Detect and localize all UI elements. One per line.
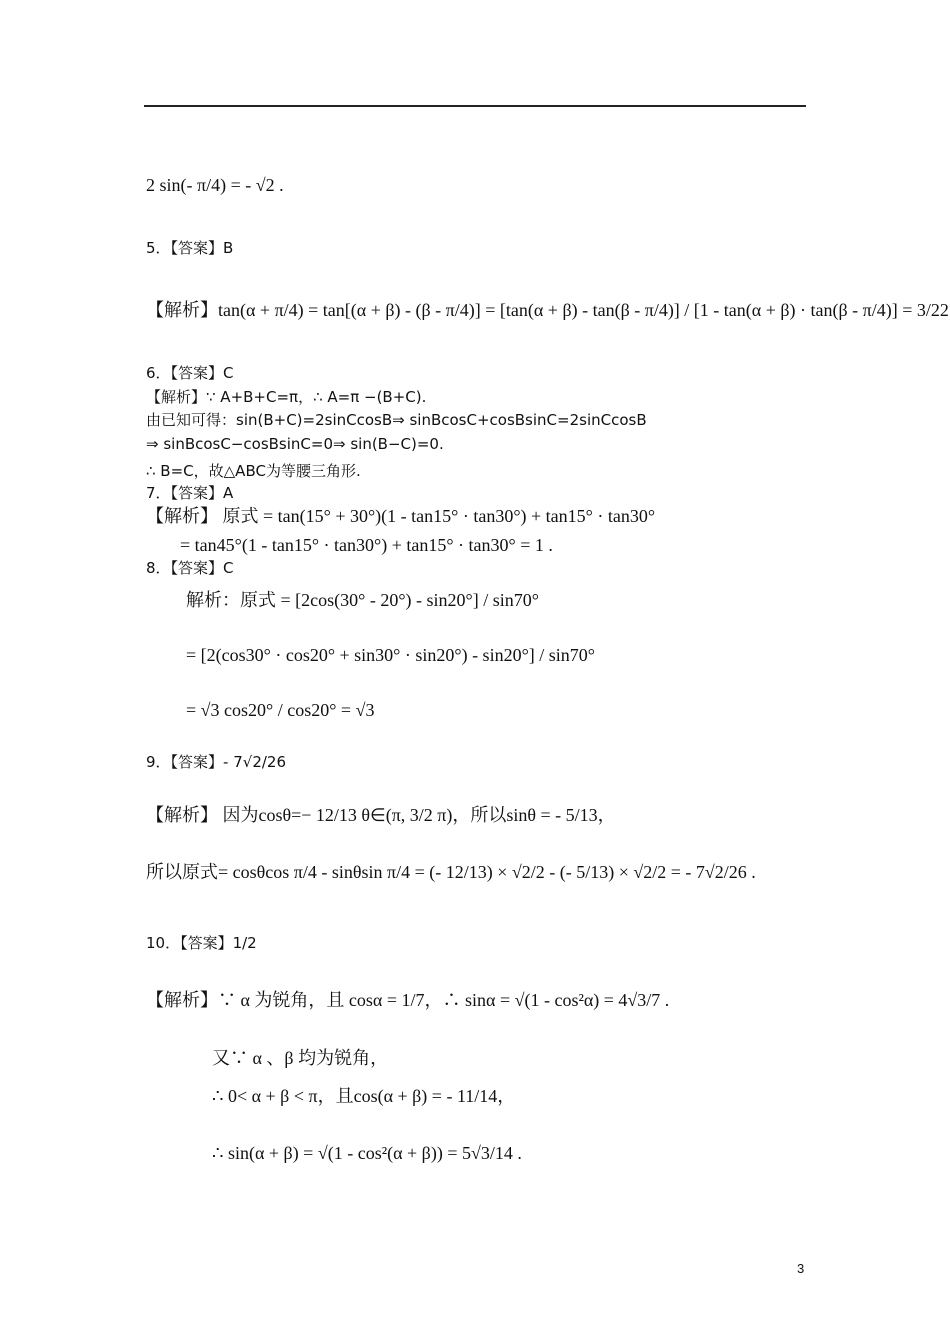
- solution-line: = [2(cos30° · cos20° + sin30° · sin20°) - sin20°] / sin70°: [186, 645, 595, 665]
- solution-line: ∴ B=C，故△ABC为等腰三角形.: [146, 462, 361, 480]
- solution-line: 解析：原式 = [2cos(30° - 20°) - sin20°] / sin70°: [186, 590, 539, 610]
- answer-line: 6．【答案】C: [146, 364, 234, 382]
- answer-line: 8．【答案】C: [146, 559, 234, 577]
- solution-line: 【解析】tan(α + π/4) = tan[(α + β) - (β - π/4)] = [tan(α + β) - tan(β - π/4)] / [1 - tan(α + β) · tan(β - π/4)] = 3/22: [146, 300, 949, 320]
- answer-line: 7．【答案】A: [146, 484, 234, 502]
- solution-line: 【解析】 因为cosθ=− 12/13 θ∈(π, 3/2 π)，所以sinθ = - 5/13，: [146, 805, 616, 825]
- solution-line: ⇒ sinBcosC−cosBsinC=0⇒ sin(B−C)=0.: [146, 435, 444, 453]
- solution-line: ∴ 0< α + β < π，且cos(α + β) = - 11/14，: [212, 1086, 516, 1106]
- text-line: 2 sin(- π/4) = - √2 .: [146, 175, 284, 195]
- solution-line: = tan45°(1 - tan15° · tan30°) + tan15° · tan30° = 1 .: [180, 535, 553, 555]
- solution-line: 又∵ α 、β 均为锐角，: [212, 1048, 389, 1068]
- solution-line: = √3 cos20° / cos20° = √3: [186, 700, 375, 720]
- solution-line: 所以原式= cosθcos π/4 - sinθsin π/4 = (- 12/13) × √2/2 - (- 5/13) × √2/2 = - 7√2/26 .: [146, 862, 756, 882]
- solution-line: 【解析】∵ A+B+C=π，∴ A=π −(B+C).: [146, 388, 427, 406]
- solution-line: 【解析】∵ α 为锐角，且 cosα = 1/7，∴ sinα = √(1 - cos²α) = 4√3/7 .: [146, 990, 670, 1010]
- solution-line: 【解析】 原式 = tan(15° + 30°)(1 - tan15° · tan30°) + tan15° · tan30°: [146, 506, 656, 526]
- page-number: 3: [797, 1261, 805, 1276]
- answer-line: 5．【答案】B: [146, 239, 234, 257]
- solution-line: ∴ sin(α + β) = √(1 - cos²(α + β)) = 5√3/14 .: [212, 1143, 522, 1163]
- answer-line: 9．【答案】- 7√2/26: [146, 753, 287, 771]
- header-rule: [144, 105, 806, 107]
- answer-line: 10．【答案】1/2: [146, 934, 257, 952]
- solution-line: 由已知可得：sin(B+C)=2sinCcosB⇒ sinBcosC+cosBsinC=2sinCcosB: [146, 411, 647, 429]
